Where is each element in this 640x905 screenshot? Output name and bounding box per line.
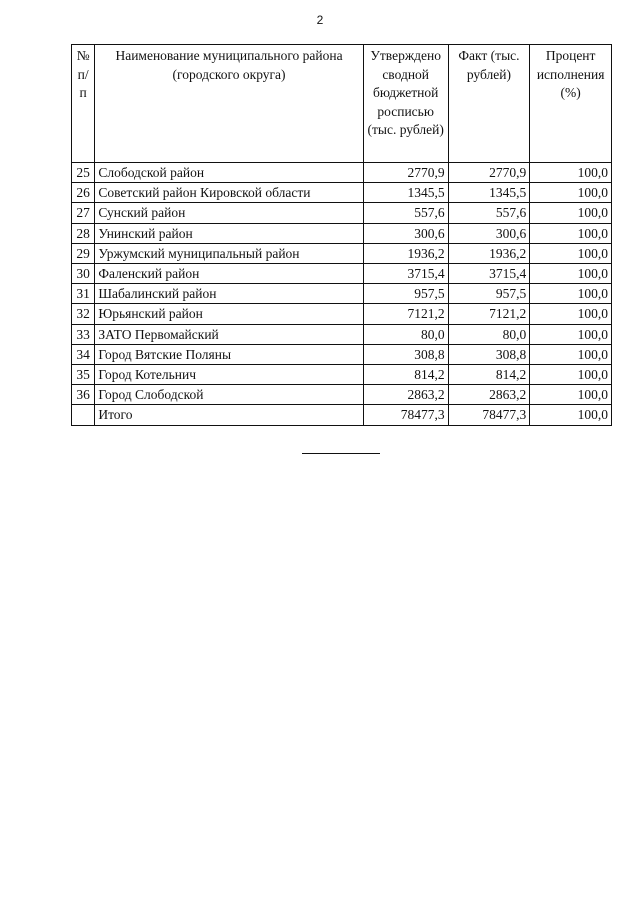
cell-plan: 814,2 xyxy=(363,365,448,385)
cell-plan: 2863,2 xyxy=(363,385,448,405)
table-row xyxy=(72,344,612,364)
cell-pct: 100,0 xyxy=(530,324,612,344)
cell-pct: 100,0 xyxy=(530,264,612,284)
cell-plan: 557,6 xyxy=(363,203,448,223)
cell-pct: 100,0 xyxy=(530,385,612,405)
table-row xyxy=(72,284,612,304)
cell-fact: 557,6 xyxy=(448,203,530,223)
cell-name: Город Слободской xyxy=(95,385,363,405)
cell-name: Уржумский муниципальный район xyxy=(95,243,363,263)
cell-plan: 300,6 xyxy=(363,223,448,243)
cell-plan: 957,5 xyxy=(363,284,448,304)
table-row xyxy=(72,385,612,405)
cell-plan: 1936,2 xyxy=(363,243,448,263)
header-name: Наименование муниципального района (городского округа) xyxy=(95,45,363,163)
cell-pct: 100,0 xyxy=(530,183,612,203)
cell-pct: 100,0 xyxy=(530,344,612,364)
cell-name: Город Котельнич xyxy=(95,365,363,385)
header-fact: Факт (тыс. рублей) xyxy=(448,45,530,163)
cell-num: 34 xyxy=(72,344,95,364)
total-name: Итого xyxy=(95,405,363,425)
header-pct: Процент исполнения (%) xyxy=(530,45,612,163)
table-row xyxy=(72,264,612,284)
cell-num: 27 xyxy=(72,203,95,223)
cell-fact: 300,6 xyxy=(448,223,530,243)
table-total-row xyxy=(72,405,612,425)
cell-plan: 2770,9 xyxy=(363,163,448,183)
cell-num: 36 xyxy=(72,385,95,405)
table-row xyxy=(72,203,612,223)
table-row xyxy=(72,304,612,324)
table-row xyxy=(72,365,612,385)
cell-name: Советский район Кировской области xyxy=(95,183,363,203)
header-plan: Утверждено сводной бюджетной росписью (тыс. рублей) xyxy=(363,45,448,163)
cell-num: 31 xyxy=(72,284,95,304)
cell-fact: 308,8 xyxy=(448,344,530,364)
budget-table xyxy=(71,44,612,426)
cell-fact: 957,5 xyxy=(448,284,530,304)
cell-fact: 2770,9 xyxy=(448,163,530,183)
page-number: 2 xyxy=(316,13,324,27)
cell-num: 35 xyxy=(72,365,95,385)
total-fact: 78477,3 xyxy=(448,405,530,425)
cell-name: ЗАТО Первомайский xyxy=(95,324,363,344)
header-num: № п/п xyxy=(72,45,95,163)
cell-fact: 80,0 xyxy=(448,324,530,344)
cell-num: 28 xyxy=(72,223,95,243)
total-num xyxy=(72,405,95,425)
cell-plan: 7121,2 xyxy=(363,304,448,324)
table-header-row xyxy=(72,45,612,163)
cell-fact: 1345,5 xyxy=(448,183,530,203)
cell-name: Юрьянский район xyxy=(95,304,363,324)
table-row xyxy=(72,324,612,344)
cell-num: 30 xyxy=(72,264,95,284)
cell-name: Сунский район xyxy=(95,203,363,223)
cell-num: 32 xyxy=(72,304,95,324)
cell-pct: 100,0 xyxy=(530,223,612,243)
cell-plan: 1345,5 xyxy=(363,183,448,203)
cell-pct: 100,0 xyxy=(530,163,612,183)
cell-fact: 3715,4 xyxy=(448,264,530,284)
cell-name: Слободской район xyxy=(95,163,363,183)
separator-line xyxy=(302,453,380,454)
cell-pct: 100,0 xyxy=(530,284,612,304)
cell-plan: 3715,4 xyxy=(363,264,448,284)
cell-pct: 100,0 xyxy=(530,304,612,324)
table-row xyxy=(72,243,612,263)
cell-plan: 80,0 xyxy=(363,324,448,344)
cell-pct: 100,0 xyxy=(530,243,612,263)
cell-num: 29 xyxy=(72,243,95,263)
cell-num: 26 xyxy=(72,183,95,203)
cell-fact: 2863,2 xyxy=(448,385,530,405)
cell-name: Унинский район xyxy=(95,223,363,243)
table-row xyxy=(72,183,612,203)
cell-plan: 308,8 xyxy=(363,344,448,364)
table-row xyxy=(72,163,612,183)
table-body xyxy=(72,163,612,426)
cell-name: Шабалинский район xyxy=(95,284,363,304)
table-row xyxy=(72,223,612,243)
cell-name: Город Вятские Поляны xyxy=(95,344,363,364)
cell-num: 33 xyxy=(72,324,95,344)
cell-num: 25 xyxy=(72,163,95,183)
cell-name: Фаленский район xyxy=(95,264,363,284)
cell-fact: 1936,2 xyxy=(448,243,530,263)
cell-pct: 100,0 xyxy=(530,203,612,223)
total-plan: 78477,3 xyxy=(363,405,448,425)
cell-fact: 7121,2 xyxy=(448,304,530,324)
cell-pct: 100,0 xyxy=(530,365,612,385)
total-pct: 100,0 xyxy=(530,405,612,425)
cell-fact: 814,2 xyxy=(448,365,530,385)
